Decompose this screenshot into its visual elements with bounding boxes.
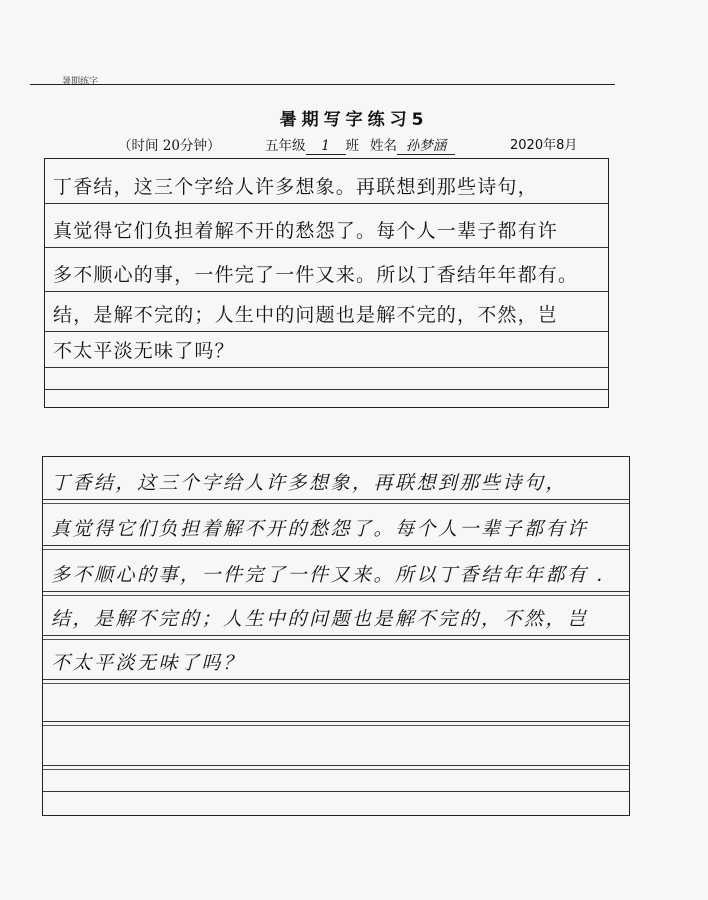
handwritten-line xyxy=(43,549,629,592)
handwritten-line xyxy=(43,457,629,500)
handwritten-line-text: 结，是解不完的；人生中的问题也是解不完的，不然，岂 xyxy=(51,608,589,630)
printed-line-text: 结，是解不完的；人生中的问题也是解不完的，不然，岂 xyxy=(53,304,559,326)
name-label: 姓名 xyxy=(370,138,397,154)
printed-line-text: 多不顺心的事，一件完了一件又来。所以丁香结年年都有。 xyxy=(53,264,579,286)
time-info: （时间 20分钟） xyxy=(118,138,221,154)
grade-info xyxy=(265,134,359,155)
printed-line-text: 真觉得它们负担着解不开的愁怨了。每个人一辈子都有许 xyxy=(53,220,559,242)
handwritten-line xyxy=(43,503,629,546)
printed-line xyxy=(45,367,608,390)
handwritten-line-text: 丁香结，这三个字给人许多想象，再联想到那些诗句， xyxy=(51,472,568,494)
printed-line xyxy=(45,291,608,332)
page-title: 暑期写字练习5 xyxy=(279,110,429,130)
printed-line xyxy=(45,159,608,204)
grade-suffix: 班 xyxy=(345,138,359,154)
header-label: 暑期练字 xyxy=(62,77,99,87)
printed-line xyxy=(45,331,608,368)
handwritten-line xyxy=(43,683,629,722)
grade-prefix: 五年级 xyxy=(265,138,306,154)
handwritten-line xyxy=(43,639,629,680)
printed-line-text: 丁香结，这三个字给人许多想象。再联想到那些诗句， xyxy=(53,176,538,198)
grade-value: 1 xyxy=(306,138,346,155)
header-rule xyxy=(30,84,615,85)
handwritten-line xyxy=(43,769,629,792)
name-info xyxy=(370,134,455,155)
printed-line xyxy=(45,247,608,292)
handwritten-line-text: 不太平淡无味了吗？ xyxy=(51,652,245,674)
handwritten-line xyxy=(43,725,629,766)
printed-line xyxy=(45,203,608,248)
handwritten-practice-box xyxy=(42,456,630,816)
handwritten-line-text: 多不顺心的事，一件完了一件又来。所以丁香结年年都有 . xyxy=(51,564,606,586)
printed-sample-box xyxy=(44,158,609,408)
printed-line-text: 不太平淡无味了吗？ xyxy=(53,340,235,362)
handwritten-line-text: 真觉得它们负担着解不开的愁怨了。每个人一辈子都有许 xyxy=(51,518,589,540)
date-info: 2020年8月 xyxy=(510,138,578,153)
handwritten-line xyxy=(43,595,629,636)
name-value: 孙梦涵 xyxy=(397,134,455,155)
